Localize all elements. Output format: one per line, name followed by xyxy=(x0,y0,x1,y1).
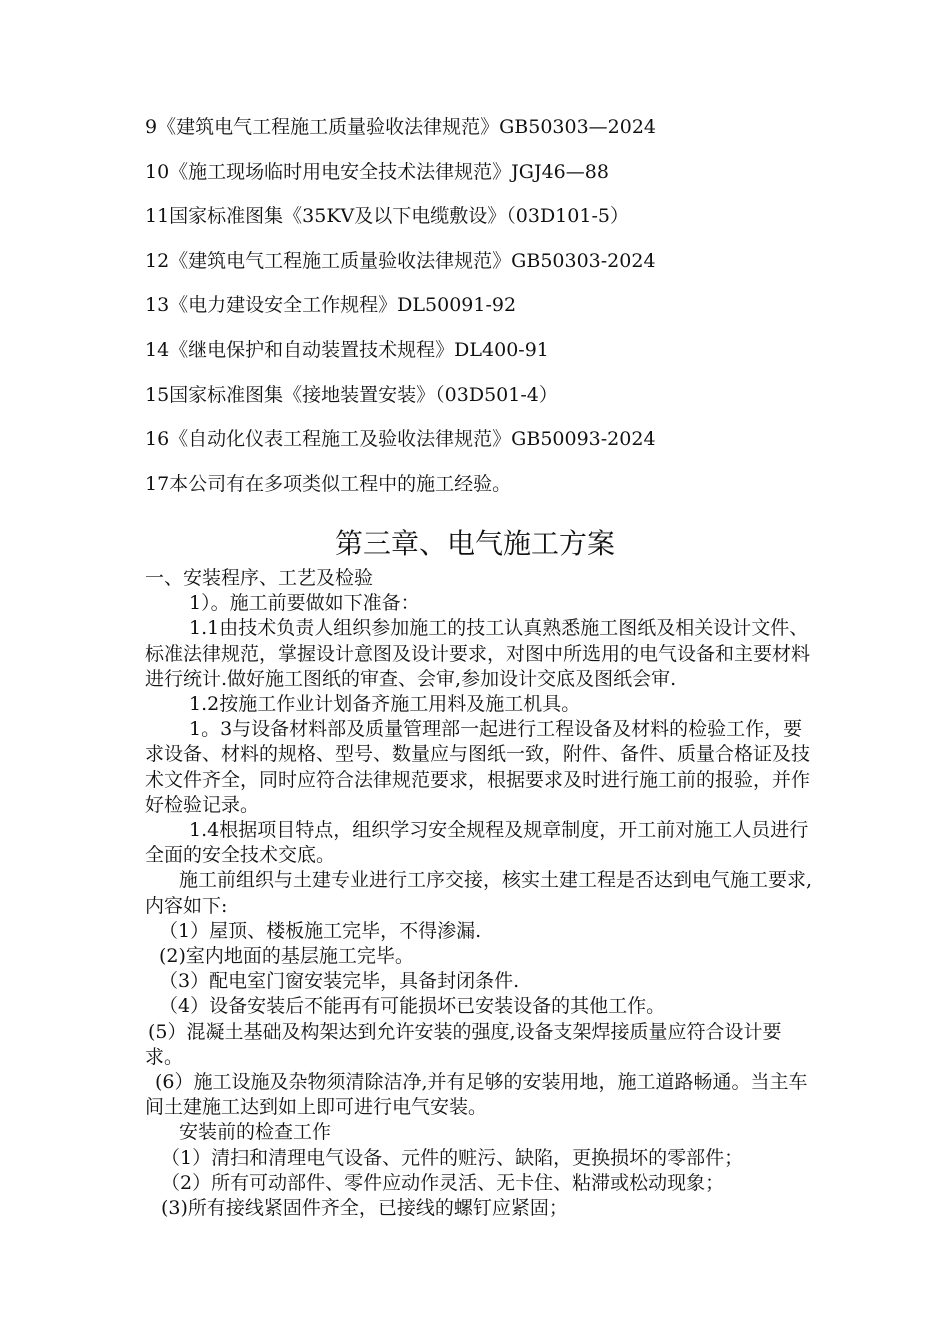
reference-item: 12《建筑电气工程施工质量验收法律规范》GB50303-2024 xyxy=(145,249,656,272)
paragraph: 施工前组织与土建专业进行工序交接，核实土建工程是否达到电气施工要求,内容如下: xyxy=(145,869,813,917)
list-item: (3)所有接线紧固件齐全，已接线的螺钉应紧固； xyxy=(161,1197,568,1220)
list-item: （2）所有可动部件、零件应动作灵活、无卡住、粘滞或松动现象； xyxy=(161,1171,725,1194)
reference-item: 14《继电保护和自动装置技术规程》DL400-91 xyxy=(145,338,549,361)
paragraph: 1）。施工前要做如下准备： xyxy=(189,592,420,615)
list-item: （1）清扫和清理电气设备、元件的赃污、缺陷，更换损坏的零部件； xyxy=(161,1146,744,1169)
paragraph: 1.1由技术负责人组织参加施工的技工认真熟悉施工图纸及相关设计文件、标准法律规范，掌握设计意图及设计要求，对图中所选用的电气设备和主要材料进行统计.做好施工图纸的审查、会审,参加设计交底及图纸会审. xyxy=(145,617,811,690)
list-item: （1）屋顶、楼板施工完毕，不得渗漏. xyxy=(159,919,482,942)
section-heading: 一、安装程序、工艺及检验 xyxy=(145,567,374,589)
reference-item: 13《电力建设安全工作规程》DL50091-92 xyxy=(145,294,517,317)
list-item: （3）配电室门窗安装完毕，具备封闭条件. xyxy=(159,970,520,993)
paragraph: 1.4根据项目特点，组织学习安全规程及规章制度，开工前对施工人员进行全面的安全技术交底。 xyxy=(145,819,809,867)
list-item: (5）混凝土基础及构架达到允许安装的强度,设备支架焊接质量应符合设计要求。 xyxy=(145,1020,782,1068)
paragraph: 1。3与设备材料部及质量管理部一起进行工程设备及材料的检验工作，要求设备、材料的规格、型号、数量应与图纸一致，附件、备件、质量合格证及技术文件齐全，同时应符合法律规范要求，根据要求及时进行施工前的报验，并作好检验记录。 xyxy=(145,718,811,816)
paragraph: 1.2按施工作业计划备齐施工用料及施工机具。 xyxy=(189,693,581,716)
body-text xyxy=(145,566,815,1221)
reference-item: 16《自动化仪表工程施工及验收法律规范》GB50093-2024 xyxy=(145,428,656,451)
reference-item: 15国家标准图集《接地装置安装》（03D501-4） xyxy=(145,383,558,406)
list-item: （4）设备安装后不能再有可能损坏已安装设备的其他工作。 xyxy=(159,995,666,1018)
reference-item: 11国家标准图集《35KV及以下电缆敷设》（03D101-5） xyxy=(145,205,629,228)
reference-item: 17本公司有在多项类似工程中的施工经验。 xyxy=(145,472,512,495)
chapter-title: 第三章、电气施工方案 xyxy=(334,527,615,560)
sub-heading: 安装前的检查工作 xyxy=(179,1121,332,1144)
reference-item: 9《建筑电气工程施工质量验收法律规范》GB50303—2024 xyxy=(145,116,657,138)
list-item: (6）施工设施及杂物须清除洁净,并有足够的安装用地，施工道路畅通。当主车间土建施工达到如上即可进行电气安装。 xyxy=(145,1071,808,1119)
reference-list xyxy=(145,112,845,513)
list-item: (2)室内地面的基层施工完毕。 xyxy=(159,945,414,968)
reference-item: 10《施工现场临时用电安全技术法律规范》JGJ46—88 xyxy=(145,160,609,183)
